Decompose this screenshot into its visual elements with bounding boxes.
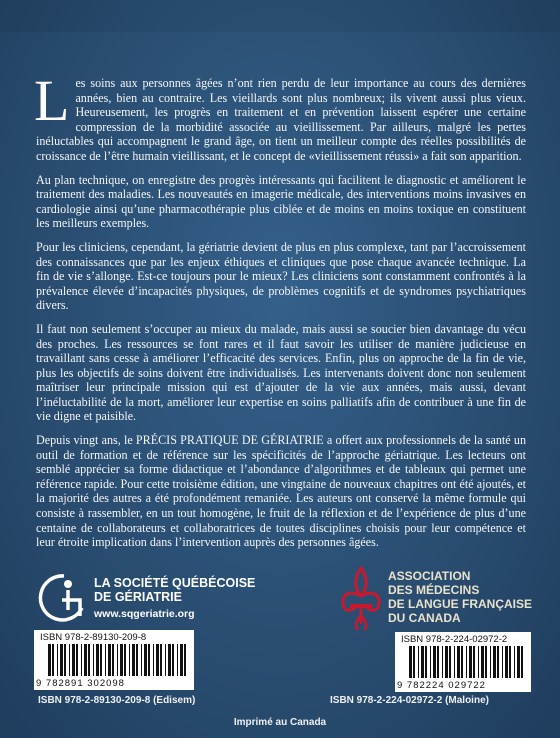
drop-cap: L: [34, 68, 70, 133]
barcode-left: [34, 630, 194, 690]
sqg-logo-icon: [34, 570, 90, 630]
paragraph-4: Il faut non seulement s’occuper au mieux du malade, mais aussi se soucier bien davantage du vécu des proches. Les ressources se font rares et il faut savoir les utiliser de manière judicieuse en travaillant sans cesse à améliorer l’efficacité des services. Enfin, plus on approche de la fin de vie, plus les objectifs de soins doivent être individualisés. Les intervenants doivent donc non seulement maîtriser leur principale mission qui est d’ajouter de la vie aux années, mais aussi, devant l’inéluctabilité de la mort, améliorer leur expertise en soins palliatifs afin de contribuer à une fin de vie digne et paisible.: [36, 321, 526, 424]
paragraph-2: Au plan technique, on enregistre des progrès intéressants qui facilitent le diagnostic et améliorent le traitement des maladies. Les nouveautés en imagerie médicale, des interventions moins invasives en cardiologie ainsi qu’une pharmacothérapie plus ciblée et de moins en moins toxique en constituent les meilleurs exemples.: [36, 172, 526, 231]
paragraph-1: Les soins aux personnes âgées n’ont rien perdu de leur importance au cours des dernières années, bien au contraire. Les vieillards sont plus nombreux; ils vivent aussi plus vieux. Heureusement, les progrès en traitement et en prévention laissent espérer une certaine compression de la morbidité associée au vieillissement. Par ailleurs, malgré les pertes inéluctables qui accompagnent le grand âge, on tient un meilleur compte des réelles possibilités de croissance de l’être humain vieillissant, et le concept de «vieillissement réussi» a fait son apparition.: [34, 68, 526, 163]
sqg-url: www.sqgeriatrie.org: [94, 608, 195, 620]
amlfc-logo: [338, 566, 538, 636]
imprint: Imprimé au Canada: [233, 717, 327, 728]
footer-isbn-maloine: ISBN 978-2-224-02972-2 (Maloine): [330, 695, 489, 706]
barcode-right-bars: [409, 646, 525, 678]
body-text: [34, 68, 526, 559]
barcode-left-bars: [48, 644, 188, 676]
footer-isbn-edisem: ISBN 978-2-89130-209-8 (Edisem): [38, 695, 196, 706]
barcode-right: [395, 632, 531, 692]
paragraph-5: Depuis vingt ans, le PRÉCIS PRATIQUE DE GÉRIATRIE a offert aux professionnels de la santé un outil de formation et de référence sur les spécificités de l’approche gériatrique. Les lecteurs ont semblé apprécier sa forme didactique et l’abondance d’algorithmes et de tableaux qui permet une référence rapide. Pour cette troisième édition, une vingtaine de nouveaux chapitres ont été ajoutés, et la majorité des autres a été profondément remaniée. Les auteurs ont conservé la même formule qui consiste à rassembler, en un tout homogène, le fruit de la réflexion et de l’expérience de plus d’une centaine de collaborateurs et collaboratrices de toutes disciplines choisis pour leur compétence et leur étroite implication dans l’intervention auprès des personnes âgées.: [36, 433, 526, 550]
sqg-name: LA SOCIÉTÉ QUÉBÉCOISE DE GÉRIATRIE: [94, 576, 256, 604]
fleur-de-lis-icon: [338, 566, 384, 634]
barcode-left-isbn: ISBN 978-2-89130-209-8: [40, 632, 147, 643]
paragraph-3: Pour les cliniciens, cependant, la gériatrie devient de plus en plus complexe, tant par l’accroissement des connaissances que par les enjeux éthiques et cliniques que pose chaque avancée technique. La fin de vie s’allonge. Est-ce toujours pour le mieux? Les cliniciens sont constamment confrontés à la prévalence élevée d’incapacités physiques, de problèmes cognitifs et de syndromes psychiatriques divers.: [36, 239, 526, 313]
barcode-left-digits: 9 782891 302098: [36, 678, 125, 689]
sqg-logo: [34, 570, 284, 630]
amlfc-name: ASSOCIATION DES MÉDECINS DE LANGUE FRANÇAISE DU CANADA: [388, 569, 533, 625]
barcode-right-isbn: ISBN 978-2-224-02972-2: [401, 634, 508, 645]
barcode-right-digits: 9 782224 029722: [397, 680, 486, 691]
top-strip: [0, 0, 560, 32]
